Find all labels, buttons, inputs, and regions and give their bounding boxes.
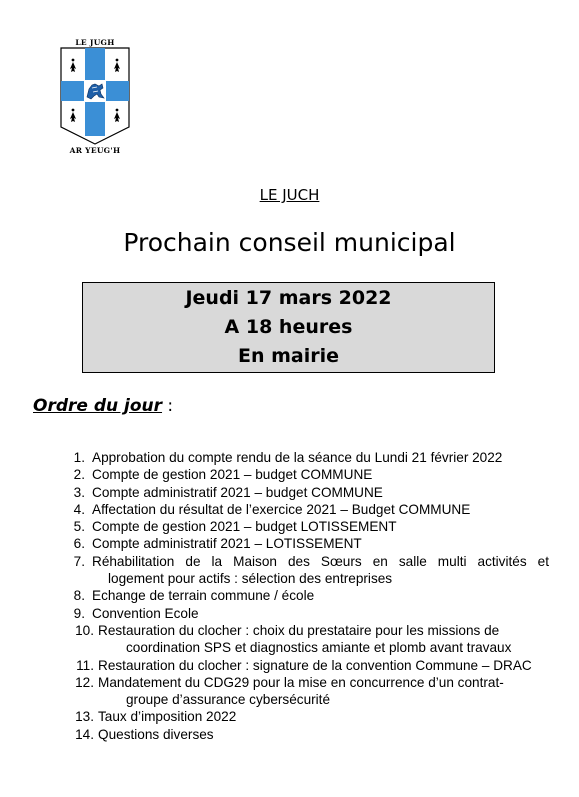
agenda-item-text: Taux d’imposition 2022 [98,709,237,725]
agenda-item-text: Echange de terrain commune / école [92,588,315,604]
agenda-item [0,605,579,622]
agenda-item-number: 11. [76,657,94,673]
meeting-info-box [82,282,495,373]
agenda-item-text: Compte administratif 2021 – budget COMMUNE [92,484,383,500]
place-name: LE JUCH [259,186,320,204]
agenda-item [0,449,579,466]
agenda-item-number: 2. [73,467,85,483]
agenda-item-number: 6. [73,536,85,552]
agenda-item-text: Restauration du clocher : choix du prestataire pour les missions de [98,622,500,638]
agenda-item-number: 14. [75,726,94,742]
agenda-item [0,466,579,483]
agenda-item-text: Questions diverses [98,726,214,742]
agenda-item [0,587,579,604]
meeting-location: En mairie [237,345,340,367]
agenda-colon: : [162,396,174,416]
agenda-item-number: 8. [73,588,85,604]
shield-icon [60,47,130,145]
agenda-item-text: Mandatement du CDG29 pour la mise en concurrence d’un contrat- [98,674,504,690]
agenda-item-text: Restauration du clocher : signature de la convention Commune – DRAC [98,657,532,673]
agenda-title: Ordre du jour [33,396,163,416]
agenda-item-number: 13. [75,709,94,725]
agenda-item-number: 10. [75,622,94,638]
meeting-date: Jeudi 17 mars 2022 [185,287,392,309]
agenda-item [0,553,579,588]
agenda-item-number: 9. [73,605,85,621]
agenda-item-number: 12. [75,674,94,690]
agenda-item-text: coordination SPS et diagnostics amiante et plomb avant travaux [126,640,512,656]
agenda-item [0,708,579,725]
agenda-item [0,674,579,709]
agenda-item [0,657,579,674]
agenda-item-text: Réhabilitation de la Maison des Sœurs en salle multi activités et [92,553,549,569]
agenda-item-text: Convention Ecole [92,605,199,621]
agenda-item [0,535,579,552]
agenda-item-number: 7. [73,553,85,569]
agenda-item-number: 4. [73,501,85,517]
coat-of-arms [58,38,132,156]
agenda-item-number: 3. [73,484,85,500]
agenda-item-text: logement pour actifs : sélection des entreprises [108,571,393,587]
agenda-item [0,726,579,743]
agenda-item [0,484,579,501]
page-title: Prochain conseil municipal [123,228,456,257]
crest-bottom-text: AR YEUG'H [69,146,121,155]
agenda-item [0,518,579,535]
agenda-item-text: Approbation du compte rendu de la séance du Lundi 21 février 2022 [92,450,503,465]
agenda-item [0,501,579,518]
agenda-heading [33,396,173,416]
agenda-item-text: Affectation du résultat de l’exercice 2021 – Budget COMMUNE [92,501,471,517]
agenda-list [0,449,579,743]
agenda-item-text: Compte de gestion 2021 – budget LOTISSEMENT [92,519,397,535]
agenda-item-number: 1. [73,450,85,465]
agenda-item-number: 5. [73,519,85,535]
crest-top-text: LE JUGH [75,38,115,47]
meeting-time: A 18 heures [224,316,353,338]
agenda-item-text: Compte de gestion 2021 – budget COMMUNE [92,467,373,483]
agenda-item-text: Compte administratif 2021 – LOTISSEMENT [92,536,362,552]
agenda-item [0,622,579,657]
agenda-item-text: groupe d’assurance cybersécurité [126,692,331,708]
